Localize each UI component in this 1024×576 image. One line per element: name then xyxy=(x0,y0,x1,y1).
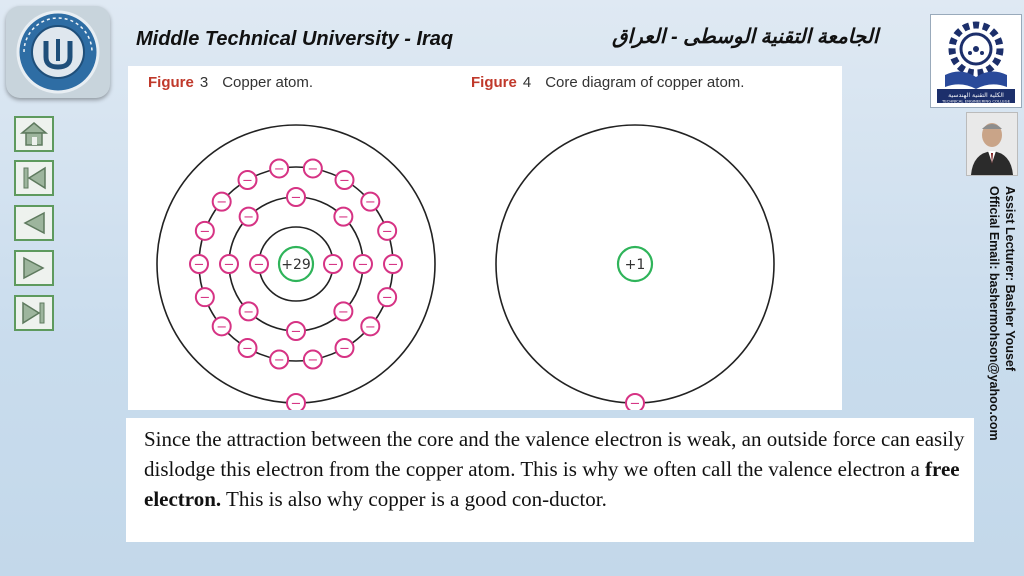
electron-sign: − xyxy=(243,304,255,320)
electron-sign: − xyxy=(199,290,211,306)
gear-book-icon xyxy=(931,15,1021,107)
electron-sign: − xyxy=(364,319,376,335)
electron-sign: − xyxy=(339,341,350,357)
electron-sign: − xyxy=(199,224,211,240)
body-text-part2: This is also why copper is a good con-ductor. xyxy=(221,487,607,511)
home-icon xyxy=(19,120,49,148)
college-logo xyxy=(930,14,1022,108)
lecturer-photo xyxy=(966,112,1018,176)
page-title-en: Middle Technical University - Iraq xyxy=(136,28,454,50)
electron-sign: − xyxy=(307,353,319,369)
electron-sign: − xyxy=(290,396,302,410)
figure-3-number: 3 xyxy=(199,74,209,91)
electron-sign: − xyxy=(273,161,285,177)
lecturer-email: Official Email: bashermohson@yahoo.com xyxy=(987,186,1001,441)
next-slide-button[interactable] xyxy=(14,250,54,286)
svg-text:TECHNICAL ENGINEERING COLLEGE: TECHNICAL ENGINEERING COLLEGE xyxy=(941,98,1011,104)
lecturer-info xyxy=(978,186,1018,466)
electron-sign: − xyxy=(364,195,376,211)
lecturer-name: Assist Lecturer: Basher Yousef xyxy=(1003,186,1017,372)
electron-sign: − xyxy=(242,173,253,189)
previous-slide-button[interactable] xyxy=(14,205,54,241)
electron-sign: − xyxy=(357,257,369,273)
electron-sign: − xyxy=(216,319,228,335)
electron-sign: − xyxy=(381,224,393,240)
first-slide-button[interactable] xyxy=(14,160,54,196)
free-electron-term: free electron. xyxy=(144,457,960,511)
figure-4-number: 4 xyxy=(522,74,532,91)
electron-sign: − xyxy=(193,257,205,273)
figure-4-title: Core diagram of copper atom. xyxy=(545,74,745,91)
electron-sign: − xyxy=(387,257,399,273)
last-slide-button[interactable] xyxy=(14,295,54,331)
atom-diagrams xyxy=(128,66,842,410)
electron-sign: − xyxy=(253,257,265,273)
electron-sign: − xyxy=(629,396,641,410)
electron-sign: − xyxy=(307,161,319,177)
electron-sign: − xyxy=(242,341,253,357)
page-title-ar: الجامعة التقنية الوسطى - العراق xyxy=(612,26,879,48)
home-button[interactable] xyxy=(14,116,54,152)
electron-sign: − xyxy=(339,173,350,189)
electron-sign: − xyxy=(290,190,302,206)
figure-panel xyxy=(128,66,842,410)
skip-back-icon xyxy=(19,164,49,192)
electron-sign: − xyxy=(327,257,339,273)
electron-sign: − xyxy=(273,353,285,369)
figure-4-word: Figure xyxy=(471,74,517,91)
triangle-left-icon xyxy=(19,209,49,237)
electron-sign: − xyxy=(223,257,235,273)
figure-3-title: Copper atom. xyxy=(222,74,314,91)
nucleus-label: +1 xyxy=(624,257,646,273)
electron-sign: − xyxy=(381,290,393,306)
body-paragraph xyxy=(144,424,974,514)
electron-sign: − xyxy=(243,210,255,226)
skip-forward-icon xyxy=(19,299,49,327)
triangle-right-icon xyxy=(19,254,49,282)
electron-sign: − xyxy=(337,210,349,226)
figure-3-word: Figure xyxy=(148,74,194,91)
text-panel xyxy=(126,418,974,542)
university-logo xyxy=(6,6,110,98)
svg-text:الكلية التقنية الهندسية: الكلية التقنية الهندسية xyxy=(948,92,1004,99)
nucleus-label: +29 xyxy=(281,257,311,273)
person-icon xyxy=(967,113,1017,175)
electron-sign: − xyxy=(337,304,349,320)
university-seal-icon xyxy=(10,9,106,95)
electron-sign: − xyxy=(290,324,302,340)
electron-sign: − xyxy=(216,195,228,211)
body-text-part1: Since the attraction between the core and the valence electron is weak, an outside force can easily dislodge this electron from the copper atom. This is why we often call the valence electron a xyxy=(144,427,965,481)
